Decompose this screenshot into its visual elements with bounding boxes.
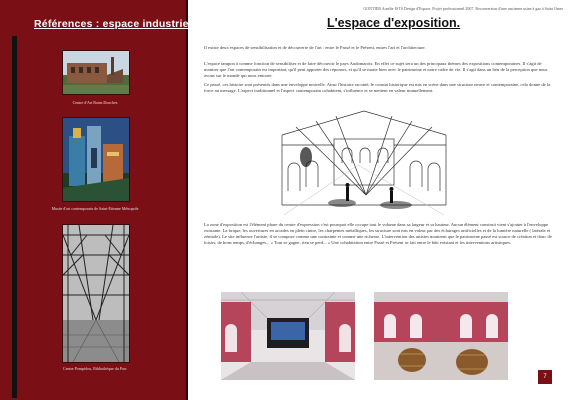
caption-2: Musée d'art contemporain de Saint-Etienne Métropole <box>51 206 139 211</box>
references-title: Références : espace industriel. <box>34 18 195 30</box>
exhibition-sketch <box>276 105 452 218</box>
reference-photo-1 <box>62 50 130 95</box>
page-number: 7 <box>538 370 552 384</box>
reference-photo-3 <box>62 224 130 363</box>
paragraph-1: Il existe deux espaces de sensibilisation et de découverte de l'art : entre le Passé et le Présent, entres l'art et l'architecture. <box>204 45 426 50</box>
paragraph-2: L'espace tampon à comme fonction de sensibiliser et de faire découvrir le pays Audomarois. En effet ce sujet sera un des principaux thèmes des expositions contemporaines. Il s'agit de montrer que l'art contemporain est important, qu'il peut apporter des réponses, et qu'il se marie bien avec le patrimoine et notre cadre de vie. Il s'agit dans un lieu de la perception que nous avons sur le monde qui nous entoure. <box>204 61 548 78</box>
caption-3: Centre Pompidou, Bibliothèque du Parc <box>63 366 127 371</box>
reference-photo-2 <box>62 117 130 202</box>
decorative-bar <box>12 36 17 398</box>
exhibition-render-1 <box>221 292 355 380</box>
page-title: L'espace d'exposition. <box>327 16 461 30</box>
caption-1: Centre d'Art Bains Douches <box>72 100 118 105</box>
paragraph-3: Ce passé, ces histoire sont présentés dans une enveloppe nouvelle. Ainsi l'histoire raconté, le constat historique est mis en scène dans une structure neuve et contemporaine, cela donne de la force au message. L'aspect traditionnel et l'aspect contemporain cohabitent, s'influence et se mettent en valeur mutuellement. <box>204 82 551 93</box>
exhibition-render-2 <box>374 292 508 380</box>
paragraph-4: La zone d'exposition est l'élément phare du centre d'expression c'est pourquoi elle occupe tout le volume dans sa largeur et sa hauteur. Aucun élément construit vient s'ajouter à l'enveloppe existante. La brique, les ouvertures en arcades en plein cintre, les charpentes métalliques, les structure sont mis en valeur par des éclairages artificielles et de la lumière naturelle ( latérale et zénitale). Le site influence l'artiste, il se compose comme une contrainte et comme une richesse. L'intervention des artistes montrent que le patrimoine passé est source de création et donc de loisirs, de bons temps, d'échanges... « Tout se gagne, rien se perd... » Une cohabitation entre Passé et Présent se fait entre le bâti existant et les interventions artistiques. <box>204 222 552 245</box>
running-head: GONTIER Aurélie ISTS Design d'Espace. Projet professionnel 2007. Reconversion d'une ancienne usine à gaz à Saint Omer <box>363 6 563 11</box>
references-panel <box>0 0 195 400</box>
